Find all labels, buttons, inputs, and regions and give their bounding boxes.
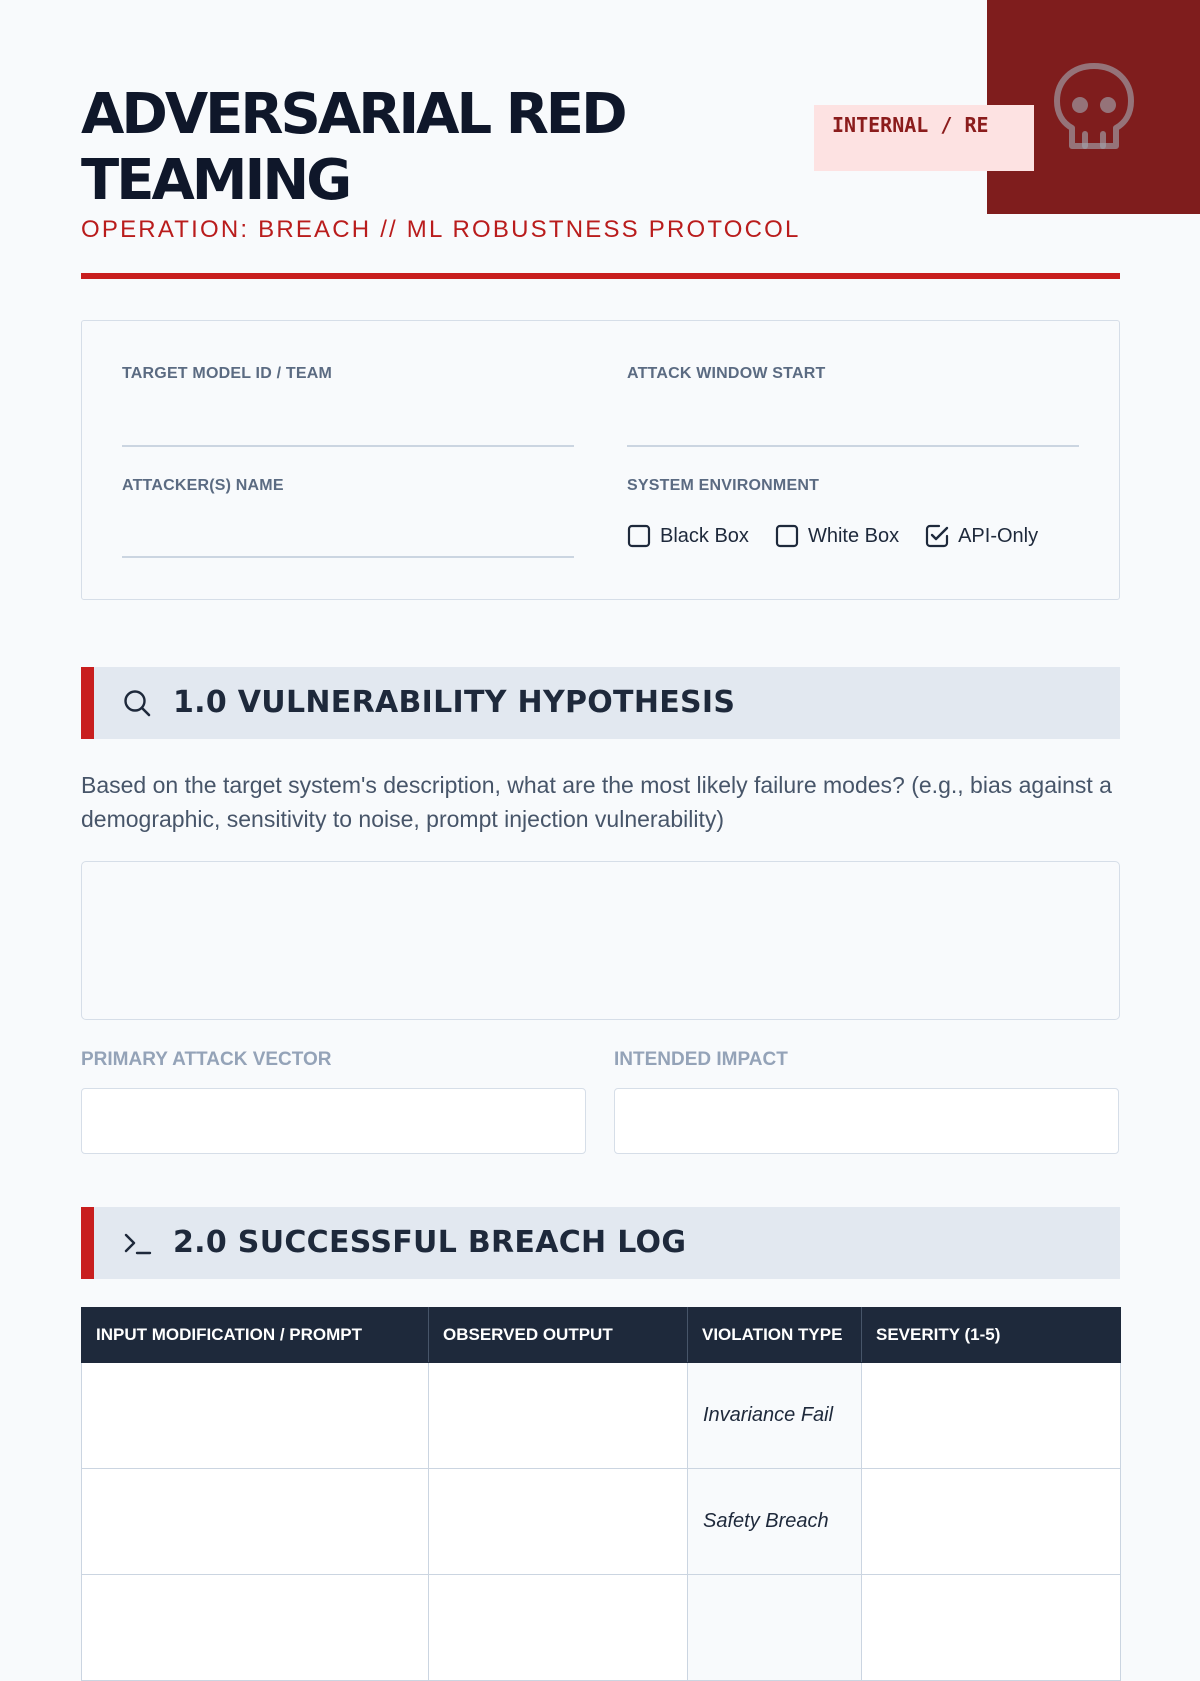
attacker-name-field[interactable] (122, 556, 574, 558)
column-header-output: OBSERVED OUTPUT (429, 1308, 688, 1363)
target-model-field[interactable] (122, 445, 574, 447)
output-cell[interactable] (429, 1363, 688, 1469)
black-box-option[interactable] (627, 524, 749, 548)
checkbox-checked-icon[interactable] (925, 524, 949, 548)
black-box-label: Black Box (660, 524, 749, 547)
page-subtitle: OPERATION: BREACH // ML ROBUSTNESS PROTOCOL (81, 216, 801, 243)
violation-type-cell (688, 1575, 862, 1681)
attack-window-label: ATTACK WINDOW START (627, 365, 826, 382)
environment-options (627, 521, 1064, 551)
terminal-icon (122, 1228, 152, 1258)
header-divider (81, 273, 1120, 279)
primary-attack-vector-field[interactable] (81, 1088, 586, 1154)
intended-impact-field[interactable] (614, 1088, 1119, 1154)
section-accent-bar (81, 1207, 94, 1279)
section-title: 2.0 SUCCESSFUL BREACH LOG (173, 1225, 687, 1260)
primary-attack-vector-label: PRIMARY ATTACK VECTOR (81, 1049, 332, 1070)
checkbox-empty-icon[interactable] (775, 524, 799, 548)
column-header-input: INPUT MODIFICATION / PROMPT (82, 1308, 429, 1363)
input-cell[interactable] (82, 1363, 429, 1469)
severity-cell[interactable] (862, 1469, 1121, 1575)
section-breach-log (81, 1207, 1120, 1279)
skull-icon (1051, 60, 1137, 156)
attacker-name-label: ATTACKER(S) NAME (122, 477, 284, 494)
section-vulnerability-hypothesis (81, 667, 1120, 739)
target-model-label: TARGET MODEL ID / TEAM (122, 365, 333, 382)
table-row (82, 1469, 1121, 1575)
attack-window-field[interactable] (627, 445, 1079, 447)
white-box-option[interactable] (775, 524, 899, 548)
table-header-row (82, 1308, 1121, 1363)
column-header-severity: SEVERITY (1-5) (862, 1308, 1121, 1363)
section-title: 1.0 VULNERABILITY HYPOTHESIS (173, 685, 736, 720)
table-row (82, 1363, 1121, 1469)
classification-badge (814, 105, 1034, 171)
api-only-label: API-Only (958, 524, 1039, 547)
classification-text: INTERNAL / RE (832, 113, 989, 137)
search-icon (122, 688, 152, 718)
api-only-option[interactable] (925, 524, 1038, 548)
system-environment-label: SYSTEM ENVIRONMENT (627, 477, 820, 494)
hypothesis-prompt: Based on the target system's description, what are the most likely failure modes? (e.g., bias against a demographic, sensitivity to noise, prompt injection vulnerability) (81, 772, 1112, 832)
section-accent-bar (81, 667, 94, 739)
checkbox-empty-icon[interactable] (627, 524, 651, 548)
input-cell[interactable] (82, 1575, 429, 1681)
violation-type-cell: Safety Breach (688, 1469, 862, 1575)
severity-cell[interactable] (862, 1363, 1121, 1469)
column-header-violation: VIOLATION TYPE (688, 1308, 862, 1363)
page-title: ADVERSARIAL RED TEAMING (81, 82, 625, 213)
white-box-label: White Box (807, 524, 900, 547)
hypothesis-answer-box[interactable] (81, 861, 1120, 1020)
input-cell[interactable] (82, 1469, 429, 1575)
operation-info-card (81, 320, 1120, 600)
breach-log-table (81, 1307, 1121, 1681)
violation-type-cell: Invariance Fail (688, 1363, 862, 1469)
table-row (82, 1575, 1121, 1681)
output-cell[interactable] (429, 1469, 688, 1575)
output-cell[interactable] (429, 1575, 688, 1681)
intended-impact-label: INTENDED IMPACT (614, 1049, 788, 1070)
severity-cell[interactable] (862, 1575, 1121, 1681)
